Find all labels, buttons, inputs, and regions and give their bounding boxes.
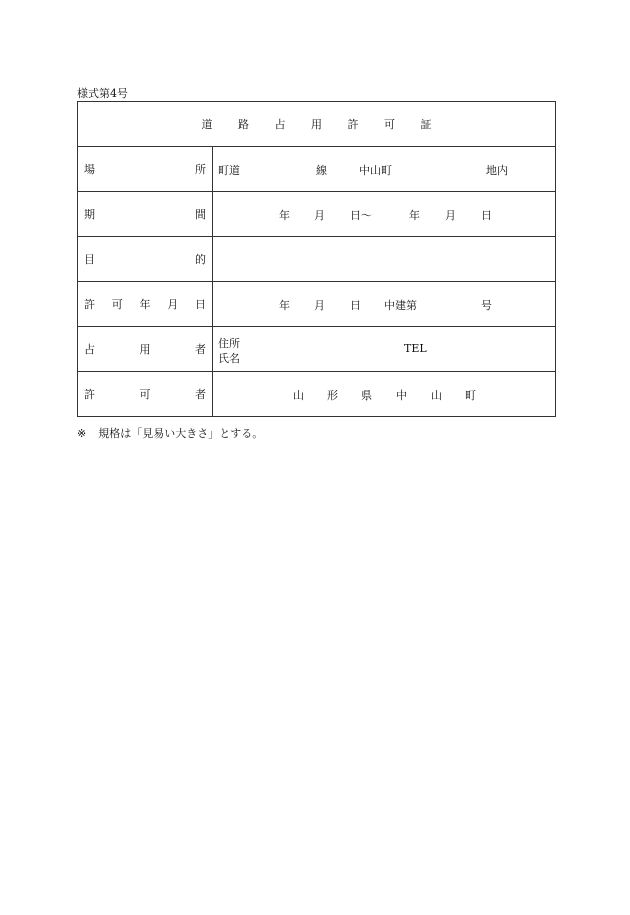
reference-mark: ※	[77, 427, 87, 440]
permit-year: 年	[279, 299, 290, 312]
purpose-label	[78, 237, 213, 282]
grantor-char: 山	[431, 389, 442, 402]
occupant-value[interactable]	[213, 327, 556, 372]
permit-date-row	[78, 282, 556, 327]
road-occupancy-permit-table	[77, 101, 556, 417]
permit-title	[78, 102, 556, 147]
label-char: 年	[139, 298, 151, 311]
area-suffix: 地内	[486, 164, 508, 177]
start-year: 年	[279, 209, 290, 222]
form-number: 様式第4号	[77, 87, 128, 100]
tel-label: TEL	[404, 342, 427, 355]
title-char: 占	[274, 118, 286, 131]
occupant-row	[78, 327, 556, 372]
label-char: 場	[84, 163, 95, 176]
label-char: 許	[84, 388, 95, 401]
purpose-value[interactable]	[213, 237, 556, 282]
permit-number-suffix: 号	[481, 299, 492, 312]
grantor-char: 形	[327, 389, 338, 402]
address-label: 住所	[218, 337, 240, 350]
permit-date-label	[78, 282, 213, 327]
label-char: 可	[111, 298, 123, 311]
label-char: 可	[139, 388, 151, 401]
grantor-row	[78, 372, 556, 417]
label-char: 所	[195, 163, 206, 176]
label-char: 月	[167, 298, 179, 311]
permit-number-prefix: 中建第	[384, 299, 417, 312]
title-char: 路	[238, 118, 249, 131]
grantor-char: 山	[293, 389, 304, 402]
grantor-value	[213, 372, 556, 417]
end-month: 月	[445, 209, 456, 222]
grantor-label	[78, 372, 213, 417]
permit-month: 月	[314, 299, 325, 312]
label-char: 占	[84, 343, 95, 356]
title-char: 用	[311, 118, 322, 131]
title-char: 証	[420, 118, 432, 131]
permit-date-value[interactable]	[213, 282, 556, 327]
label-char: 許	[84, 298, 95, 311]
label-char: 的	[195, 253, 206, 266]
title-char: 道	[201, 118, 213, 131]
footnote	[77, 425, 263, 441]
label-char: 者	[195, 343, 206, 356]
end-day: 日	[481, 209, 492, 222]
grantor-char: 県	[361, 389, 372, 402]
line-suffix: 線	[316, 164, 327, 177]
label-char: 日	[195, 298, 206, 311]
label-char: 間	[195, 208, 206, 221]
place-row	[78, 147, 556, 192]
label-char: 用	[139, 343, 151, 356]
start-month: 月	[314, 209, 325, 222]
permit-day: 日	[350, 299, 361, 312]
name-label: 氏名	[218, 352, 240, 365]
period-label	[78, 192, 213, 237]
title-char: 可	[384, 118, 395, 131]
period-row	[78, 192, 556, 237]
purpose-row	[78, 237, 556, 282]
label-char: 目	[84, 253, 95, 266]
title-char: 許	[347, 118, 359, 131]
period-value[interactable]	[213, 192, 556, 237]
road-prefix: 町道	[218, 164, 240, 177]
footnote-text: 規格は「見易い大きさ」とする。	[98, 427, 264, 440]
title-row	[78, 102, 556, 147]
place-value[interactable]	[213, 147, 556, 192]
occupant-label	[78, 327, 213, 372]
grantor-char: 中	[396, 389, 407, 402]
label-char: 期	[84, 208, 95, 221]
town-name: 中山町	[359, 164, 392, 177]
start-day: 日〜	[350, 209, 372, 222]
end-year: 年	[409, 209, 420, 222]
place-label	[78, 147, 213, 192]
label-char: 者	[195, 388, 206, 401]
grantor-char: 町	[465, 389, 476, 402]
